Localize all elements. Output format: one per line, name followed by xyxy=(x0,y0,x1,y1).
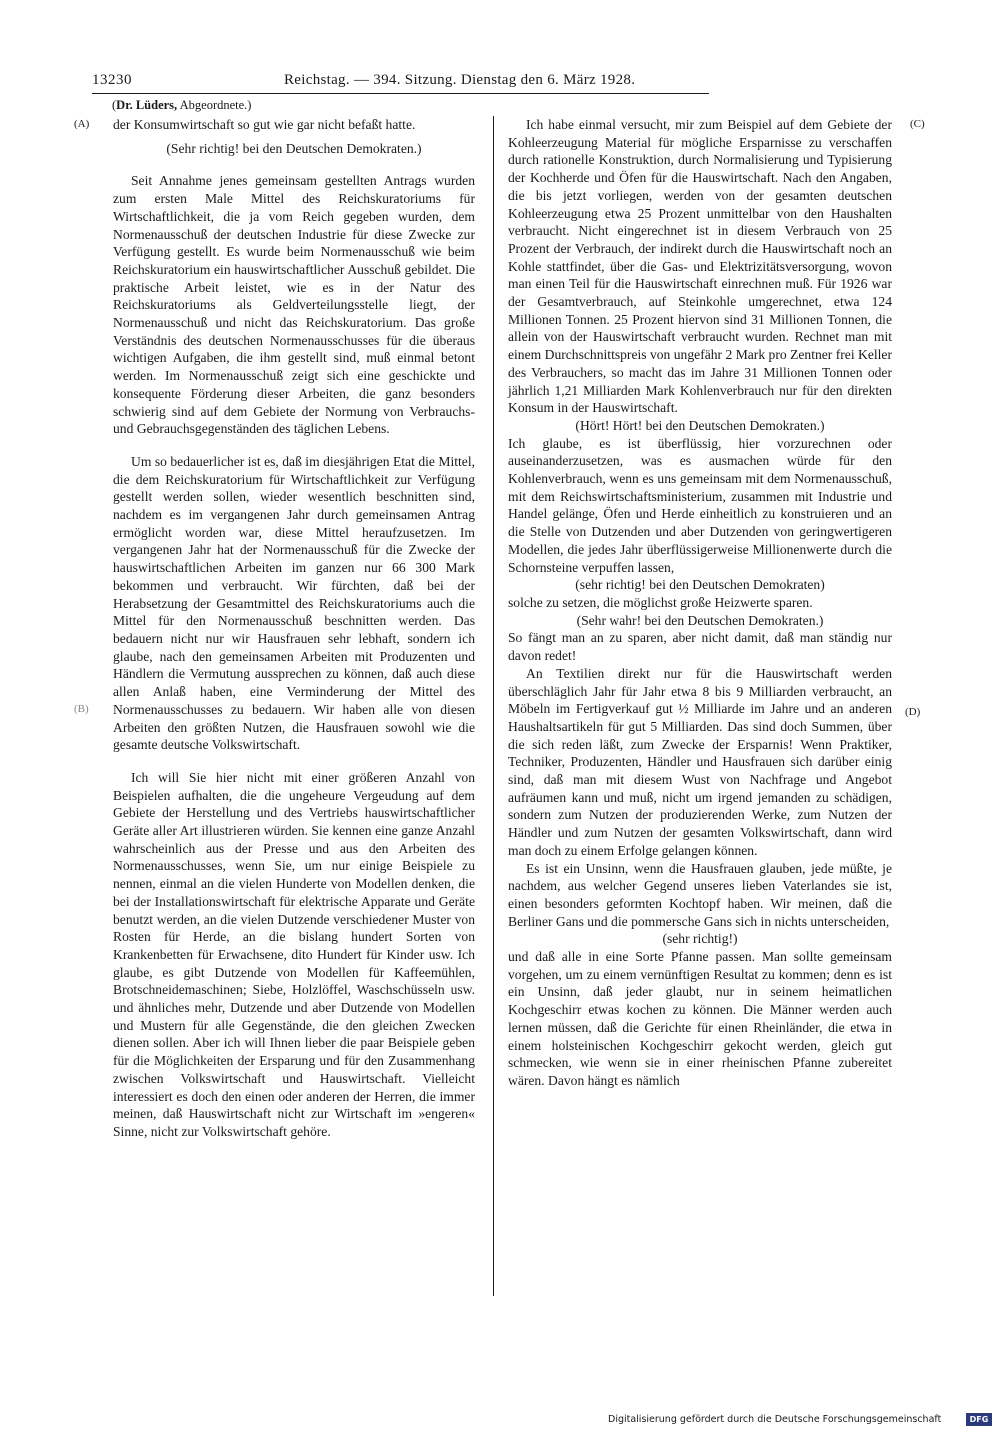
header-rule xyxy=(92,93,709,94)
paragraph: Es ist ein Unsinn, wenn die Hausfrauen glauben, jede müßte, je nachdem, aus welcher Gegend unseres lieben Vaterlandes sie ist, einen besonders geformten Kochtopf haben. Wir meinen, daß die Berliner Gans und die pommersche Gans sich in nichts unterscheiden, xyxy=(508,860,892,929)
paragraph: So fängt man an zu sparen, aber nicht damit, daß man ständig nur davon redet! xyxy=(508,630,892,664)
interjection: (Sehr wahr! bei den Deutschen Demokraten.) xyxy=(576,612,824,628)
speaker-line xyxy=(112,98,251,113)
digitization-credit xyxy=(608,1414,994,1428)
right-column xyxy=(508,116,892,1090)
paragraph: An Textilien direkt nur für die Hauswirtschaft werden überschläglich Jahr für Jahr etwa 8 bis 9 Milliarden verbraucht, an Möbeln im Fertigverkauf gut ½ Milliarde im Jahre und an anderen Haushaltsartikeln für gut 5 Milliarden. Das sind doch Summen, über die sich reden läßt, zum Zwecke der Ersparnis! Wenn Praktiker, Techniker, Produzenten, Händler und Hausfrauen sich darüber einig sind, daß man mit diesem Wust von Nachfrage und Angebot aufräumen kann und muß, nicht um irgend jemanden zu schädigen, sondern zum Nutzen der produzierenden Werke, zum Nutzen der Händler und zum Nutzen der gesamten Volkswirtschaft, dann wird man doch zu einem Erfolge gelangen können. xyxy=(508,665,892,858)
dfg-logo-icon: DFG xyxy=(966,1413,992,1426)
margin-marker-b: (B) xyxy=(74,703,89,715)
interjection: (sehr richtig!) xyxy=(662,931,738,947)
left-column xyxy=(113,116,475,1141)
interjection: (Sehr richtig! bei den Deutschen Demokraten.) xyxy=(166,140,422,156)
paragraph: Um so bedauerlicher ist es, daß im diesjährigen Etat die Mittel, die dem Reichskuratorium für Wirtschaftlichkeit zur Verfügung gestellt werden sollen, wieder wesentlich beschnitten sind, nachdem es im vergangenen Jahr durch gemeinsamen Antrag ermöglicht worden war, diese Mittel heraufzusetzen. Im vergangenen Jahr hat der Normenausschuß für die Zwecke der hauswirtschaftlichen Arbeiten im ganzen nur 66 300 Mark bekommen und verbraucht. Wir fürchten, daß bei der Herabsetzung der Gesamtmittel des Reichskuratoriums auch die Mittel für den Normenausschuß beschnitten werden. Das bedauern nicht nur wir Hausfrauen sehr lebhaft, sondern ich glaube, nach den gemeinsamen Arbeiten mit Produzenten und Händlern die Vermutung aussprechen zu können, daß auch diese allen Anlaß haben, eine Verminderung der Mittel des Normenausschusses zu bedauern. Wir haben alle von diesen Arbeiten den größten Nutzen, die Hausfrauen sowohl wie die gesamte deutsche Volkswirtschaft. xyxy=(113,453,475,753)
interjection: (Hört! Hört! bei den Deutschen Demokraten.) xyxy=(575,417,825,433)
paragraph: solche zu setzen, die möglichst große Heizwerte sparen. xyxy=(508,594,813,610)
speaker-name: Dr. Lüders, xyxy=(116,98,178,112)
paragraph: Seit Annahme jenes gemeinsam gestellten Antrags wurden zum ersten Male Mittel des Reichskuratoriums für Wirtschaftlichkeit, die ja vom Reich gegeben wurden, dem Normenausschuß der deutschen Industrie für diese Zwecke zur Verfügung gestellt. Es wurde beim Normenausschuß wie beim Reichskuratorium ein hauswirtschaftlicher Ausschuß gebildet. Die praktische Arbeit leistet, wie es in der Natur des Reichskuratoriums als Geldverteilungsstelle liegt, der Normenausschuß und nicht das Reichskuratorium. Das große Verständnis des deutschen Normenausschusses für die überaus wichtigen Aufgaben, die ihm gestellt sind, muß einmal betont werden. Im Normenausschuß zeigt sich eine geschickte und konsequente Förderung dieser Arbeiten, die ganz besonders schwierig sind auf dem Gebiete der Normung von Verbrauchs- und Gebrauchsgegenständen des täglichen Lebens. xyxy=(113,173,475,437)
margin-marker-a: (A) xyxy=(74,118,90,130)
speaker-open-paren: ( xyxy=(112,98,117,112)
column-divider xyxy=(493,116,494,1296)
margin-marker-d: (D) xyxy=(905,706,921,718)
paragraph: und daß alle in eine Sorte Pfanne passen. Man sollte gemeinsam vorgehen, um zu einem vernünftigen Resultat zu kommen; denn es ist ein Unsinn, daß jeder glaubt, nur in seinem heimatlichen Kochgeschirr etwas kochen zu können. Die Männer werden auch lernen müssen, daß die Gerichte für einen Rheinländer, die etwa in einem holsteinischen Kochgeschirr gekocht werden, gleich gut schmecken, wie wenn sie in einer rheinischen Pfanne zubereitet wären. Davon hängt es nämlich xyxy=(508,949,892,1088)
paragraph: Ich glaube, es ist überflüssig, hier vorzurechnen oder auseinanderzusetzen, was es ausmachen würde für den Kohlenverbrauch, wenn es uns gemeinsam mit dem Normenausschuß, mit dem Reichswirtschaftsministerium, zusammen mit Industrie und Handel gelänge, Öfen und Herde einheitlich zu konstruieren und an die Stelle von Dutzenden und aber Dutzenden von geringwertigeren Modellen, die jedes Jahr überflüssigerweise Millionenwerte durch die Schornsteine verpuffen lassen, xyxy=(508,435,892,575)
page-number: 13230 xyxy=(92,72,132,88)
running-title: Reichstag. — 394. Sitzung. Dienstag den 6. März 1928. xyxy=(284,72,636,88)
paragraph: Ich habe einmal versucht, mir zum Beispiel auf dem Gebiete der Kohleerzeugung Material für mögliche Ersparnisse zu verschaffen durch rationelle Konstruktion, durch Normalisierung und Typisierung der Kochherde und Öfen für die Hauswirtschaft. Nach den Angaben, die bis jetzt vorliegen, werden von der gesamten deutschen Kohleerzeugung etwa 25 Prozent unmittelbar von den Haushalten verbraucht. Nicht eingerechnet ist in diesem Verbrauch von 25 Prozent der Verbrauch, der indirekt durch die Hauswirtschaft noch an Kohle stattfindet, über die Gas- und Elektrizitätsversorgung, wovon man einen Teil für die Hauswirtschaft einrechnen muß. Für 1926 war der Gesamtverbrauch, auf Steinkohle umgerechnet, etwa 124 Millionen Tonnen. 25 Prozent hiervon sind 31 Millionen Tonnen, die allein von der Hauswirtschaft verbraucht wurden. Rechnet man mit einem Durchschnittspreis von ungefähr 2 Mark pro Zentner frei Keller des Verbrauchers, so macht das im Jahre 31 Millionen Tonnen oder jährlich 1,21 Milliarden Mark Kohlenverbrauch nur für den direkten Konsum in der Hauswirtschaft. xyxy=(508,117,892,416)
paragraph: Ich will Sie hier nicht mit einer größeren Anzahl von Beispielen aufhalten, die die ungeheure Vergeudung auf dem Gebiete der Herstellung und des Vertriebs hauswirtschaftlicher Geräte aller Art illustrieren würden. Sie kennen eine ganze Anzahl wahrscheinlich aus der Presse und aus den Arbeiten des Normenausschusses, wenn Sie, um nur einige Beispiele zu nennen, einmal an die vielen Hunderte von Modellen denken, die bei der Installationswirtschaft für elektrische Apparate und Geräte benutzt werden, an die vielen Dutzende verschiedener Muster von Rosten für Herde, an die bislang hundert Sorten von Krankenbetten für Erwachsene, dito Hundert für Kinder usw. Ich glaube, es gibt Dutzende von Modellen für Kaffeemühlen, Brotschneidemaschinen; Siebe, Holzlöffel, Waschschüsseln usw. und ähnliches mehr, Dutzende und aber Dutzende von Modellen und Mustern für alle Gegenstände, die den gleichen Zwecken dienen sollen. Aber ich will Ihnen lieber die paar Beispiele geben für die Möglichkeiten der Ersparung und für den Zusammenhang zwischen Volkswirtschaft und Hauswirtschaft. Vielleicht interessiert es doch den einen oder anderen der Herren, die immer meinen, daß Hauswirtschaft nicht zur Wirtschaft im »engeren« Sinne, nicht zur Volkswirtschaft gehöre. xyxy=(113,769,475,1139)
interjection: (sehr richtig! bei den Deutschen Demokraten) xyxy=(575,577,825,593)
speaker-role: Abgeordnete.) xyxy=(179,98,252,112)
credit-text: Digitalisierung gefördert durch die Deutsche Forschungsgemeinschaft xyxy=(608,1414,942,1425)
paragraph: der Konsumwirtschaft so gut wie gar nicht befaßt hatte. xyxy=(113,117,416,132)
margin-marker-c: (C) xyxy=(910,118,925,130)
